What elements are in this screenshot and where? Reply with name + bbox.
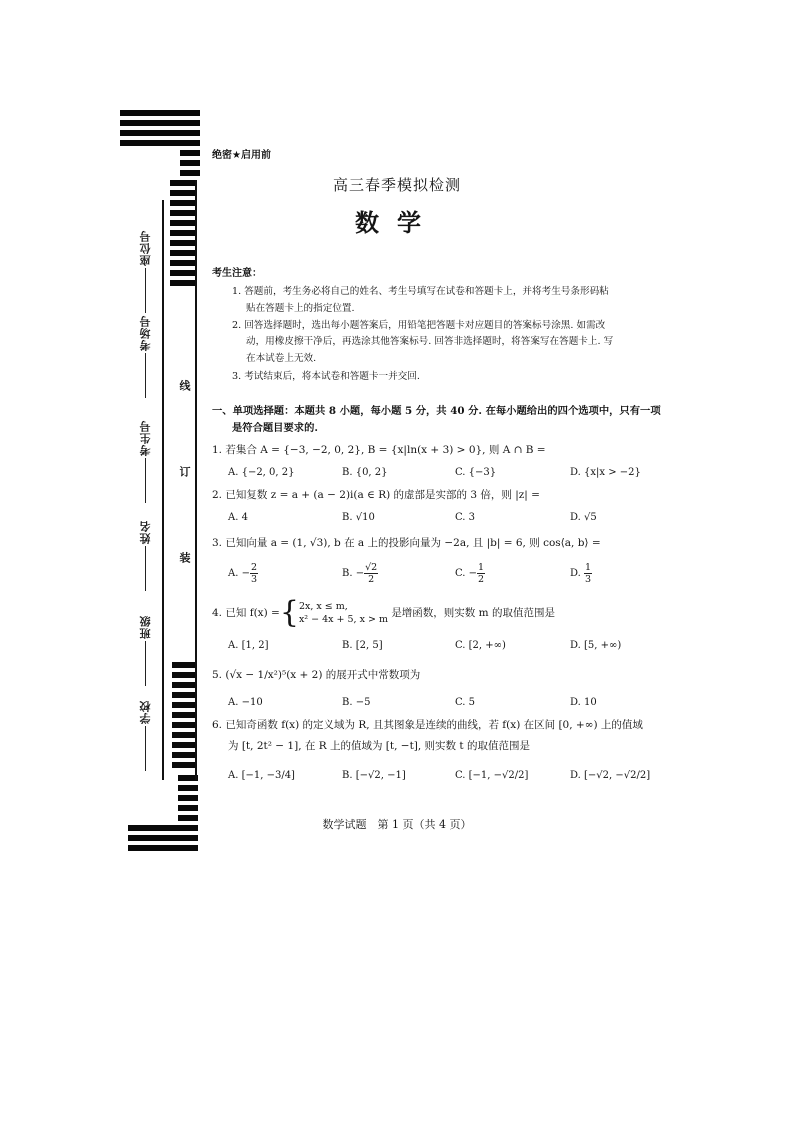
notice-item-1-line-2: 贴在答题卡上的指定位置. (246, 303, 355, 314)
binding-line-left (162, 200, 164, 780)
cut-char-fold: 装 (178, 552, 191, 563)
binding-bars-top (120, 110, 200, 180)
notice-item-2-line-1: 2. 回答选择题时，选出每小题答案后，用铅笔把答题卡对应题目的答案标号涂黑. 如需改 (232, 320, 606, 331)
section-heading-line-2: 是符合题目要求的. (232, 422, 318, 434)
question-2-stem: 2. 已知复数 z = a + (a − 2)i(a ∈ R) 的虚部是实部的 3 倍，则 |z| = (212, 489, 540, 501)
binding-bars-bottom (128, 775, 198, 855)
question-5-option-a: A. −10 (228, 697, 263, 708)
question-1-option-c: C. {−3} (455, 467, 497, 478)
cut-char-bind: 订 (178, 466, 191, 477)
notice-item-1-line-1: 1. 答题前，考生务必将自己的姓名、考生号填写在试卷和答题卡上，并将考生号条形码粘 (232, 286, 609, 297)
question-1-option-d: D. {x|x > −2} (570, 467, 641, 478)
binding-line-right (195, 180, 197, 780)
question-6-option-c: C. [−1, −√2/2] (455, 770, 529, 781)
question-6-option-a: A. [−1, −3/4] (228, 770, 295, 781)
question-5-option-d: D. 10 (570, 697, 597, 708)
seat-number-field: 座位号 (138, 230, 154, 313)
section-heading: 一、单项选择题：本题共 8 小题，每小题 5 分，共 40 分. 在每小题给出的四个选项中，只有一项 (212, 405, 661, 417)
question-1-option-b: B. {0, 2} (342, 467, 388, 478)
notice-item-2-line-2: 动，用橡皮擦干净后，再选涂其他答案标号. 回答非选择题时，将答案写在答题卡上. 写 (246, 336, 614, 347)
question-5-option-c: C. 5 (455, 697, 476, 708)
notice-item-3-line-1: 3. 考试结束后，将本试卷和答题卡一并交回. (232, 371, 420, 382)
question-3-stem: 3. 已知向量 a = (1, √3), b 在 a 上的投影向量为 −2a, 且 |b| = 6, 则 cos⟨a, b⟩ = (212, 537, 601, 549)
question-4-option-a: A. [1, 2] (228, 640, 269, 651)
school-field: 学校 (138, 700, 154, 771)
binding-bars-low (172, 662, 195, 772)
question-5-stem: 5. (√x − 1/x²)⁵(x + 2) 的展开式中常数项为 (212, 669, 421, 681)
question-2-option-a: A. 4 (228, 512, 248, 523)
question-4-stem: 4. 已知 f(x) ={2x, x ≤ m, x² − 4x + 5, x > m 是增函数，则实数 m 的取值范围是 (212, 595, 555, 630)
subject-title: 数学 (355, 209, 439, 237)
question-3-option-a: A. − $\frac{2}{3}$ (228, 562, 258, 585)
cut-char-line: 线 (178, 380, 191, 391)
question-4-option-b: B. [2, 5] (342, 640, 383, 651)
question-6-option-b: B. [−√2, −1] (342, 770, 406, 781)
question-1-option-a: A. {−2, 0, 2} (228, 467, 295, 478)
binding-bars-mid (170, 180, 195, 290)
question-3-option-d: D. $\frac{1}{3}$ (570, 562, 592, 585)
notice-heading: 考生注意： (212, 268, 262, 279)
question-3-option-b: B. − $\frac{√2}{2}$ (342, 562, 378, 585)
question-6-stem-line-2: 为 [t, 2t² − 1], 在 R 上的值域为 [t, −t], 则实数 t 的取值范围是 (228, 740, 530, 752)
name-field: 姓名 (138, 520, 154, 591)
question-1-stem: 1. 若集合 A = {−3, −2, 0, 2}, B = {x|ln(x + 3) > 0}, 则 A ∩ B = (212, 444, 546, 456)
question-5-option-b: B. −5 (342, 697, 371, 708)
class-field: 班级 (138, 615, 154, 686)
question-2-option-b: B. √10 (342, 512, 375, 523)
question-6-option-d: D. [−√2, −√2/2] (570, 770, 651, 781)
confidential-mark: 绝密★启用前 (212, 150, 271, 161)
question-2-option-c: C. 3 (455, 512, 476, 523)
question-3-option-c: C. − $\frac{1}{2}$ (455, 562, 485, 585)
page-footer: 数学试题 第 1 页（共 4 页） (322, 818, 472, 831)
question-6-stem: 6. 已知奇函数 f(x) 的定义域为 R, 且其图象是连续的曲线，若 f(x) 在区间 [0, +∞) 上的值域 (212, 719, 643, 731)
room-number-field: 考场号 (138, 315, 154, 398)
question-2-option-d: D. √5 (570, 512, 597, 523)
candidate-number-field: 考生号 (138, 420, 154, 503)
exam-title: 高三春季模拟检测 (332, 176, 461, 194)
question-4-option-d: D. [5, +∞) (570, 640, 622, 651)
notice-item-2-line-3: 在本试卷上无效. (246, 353, 317, 364)
question-4-option-c: C. [2, +∞) (455, 640, 506, 651)
